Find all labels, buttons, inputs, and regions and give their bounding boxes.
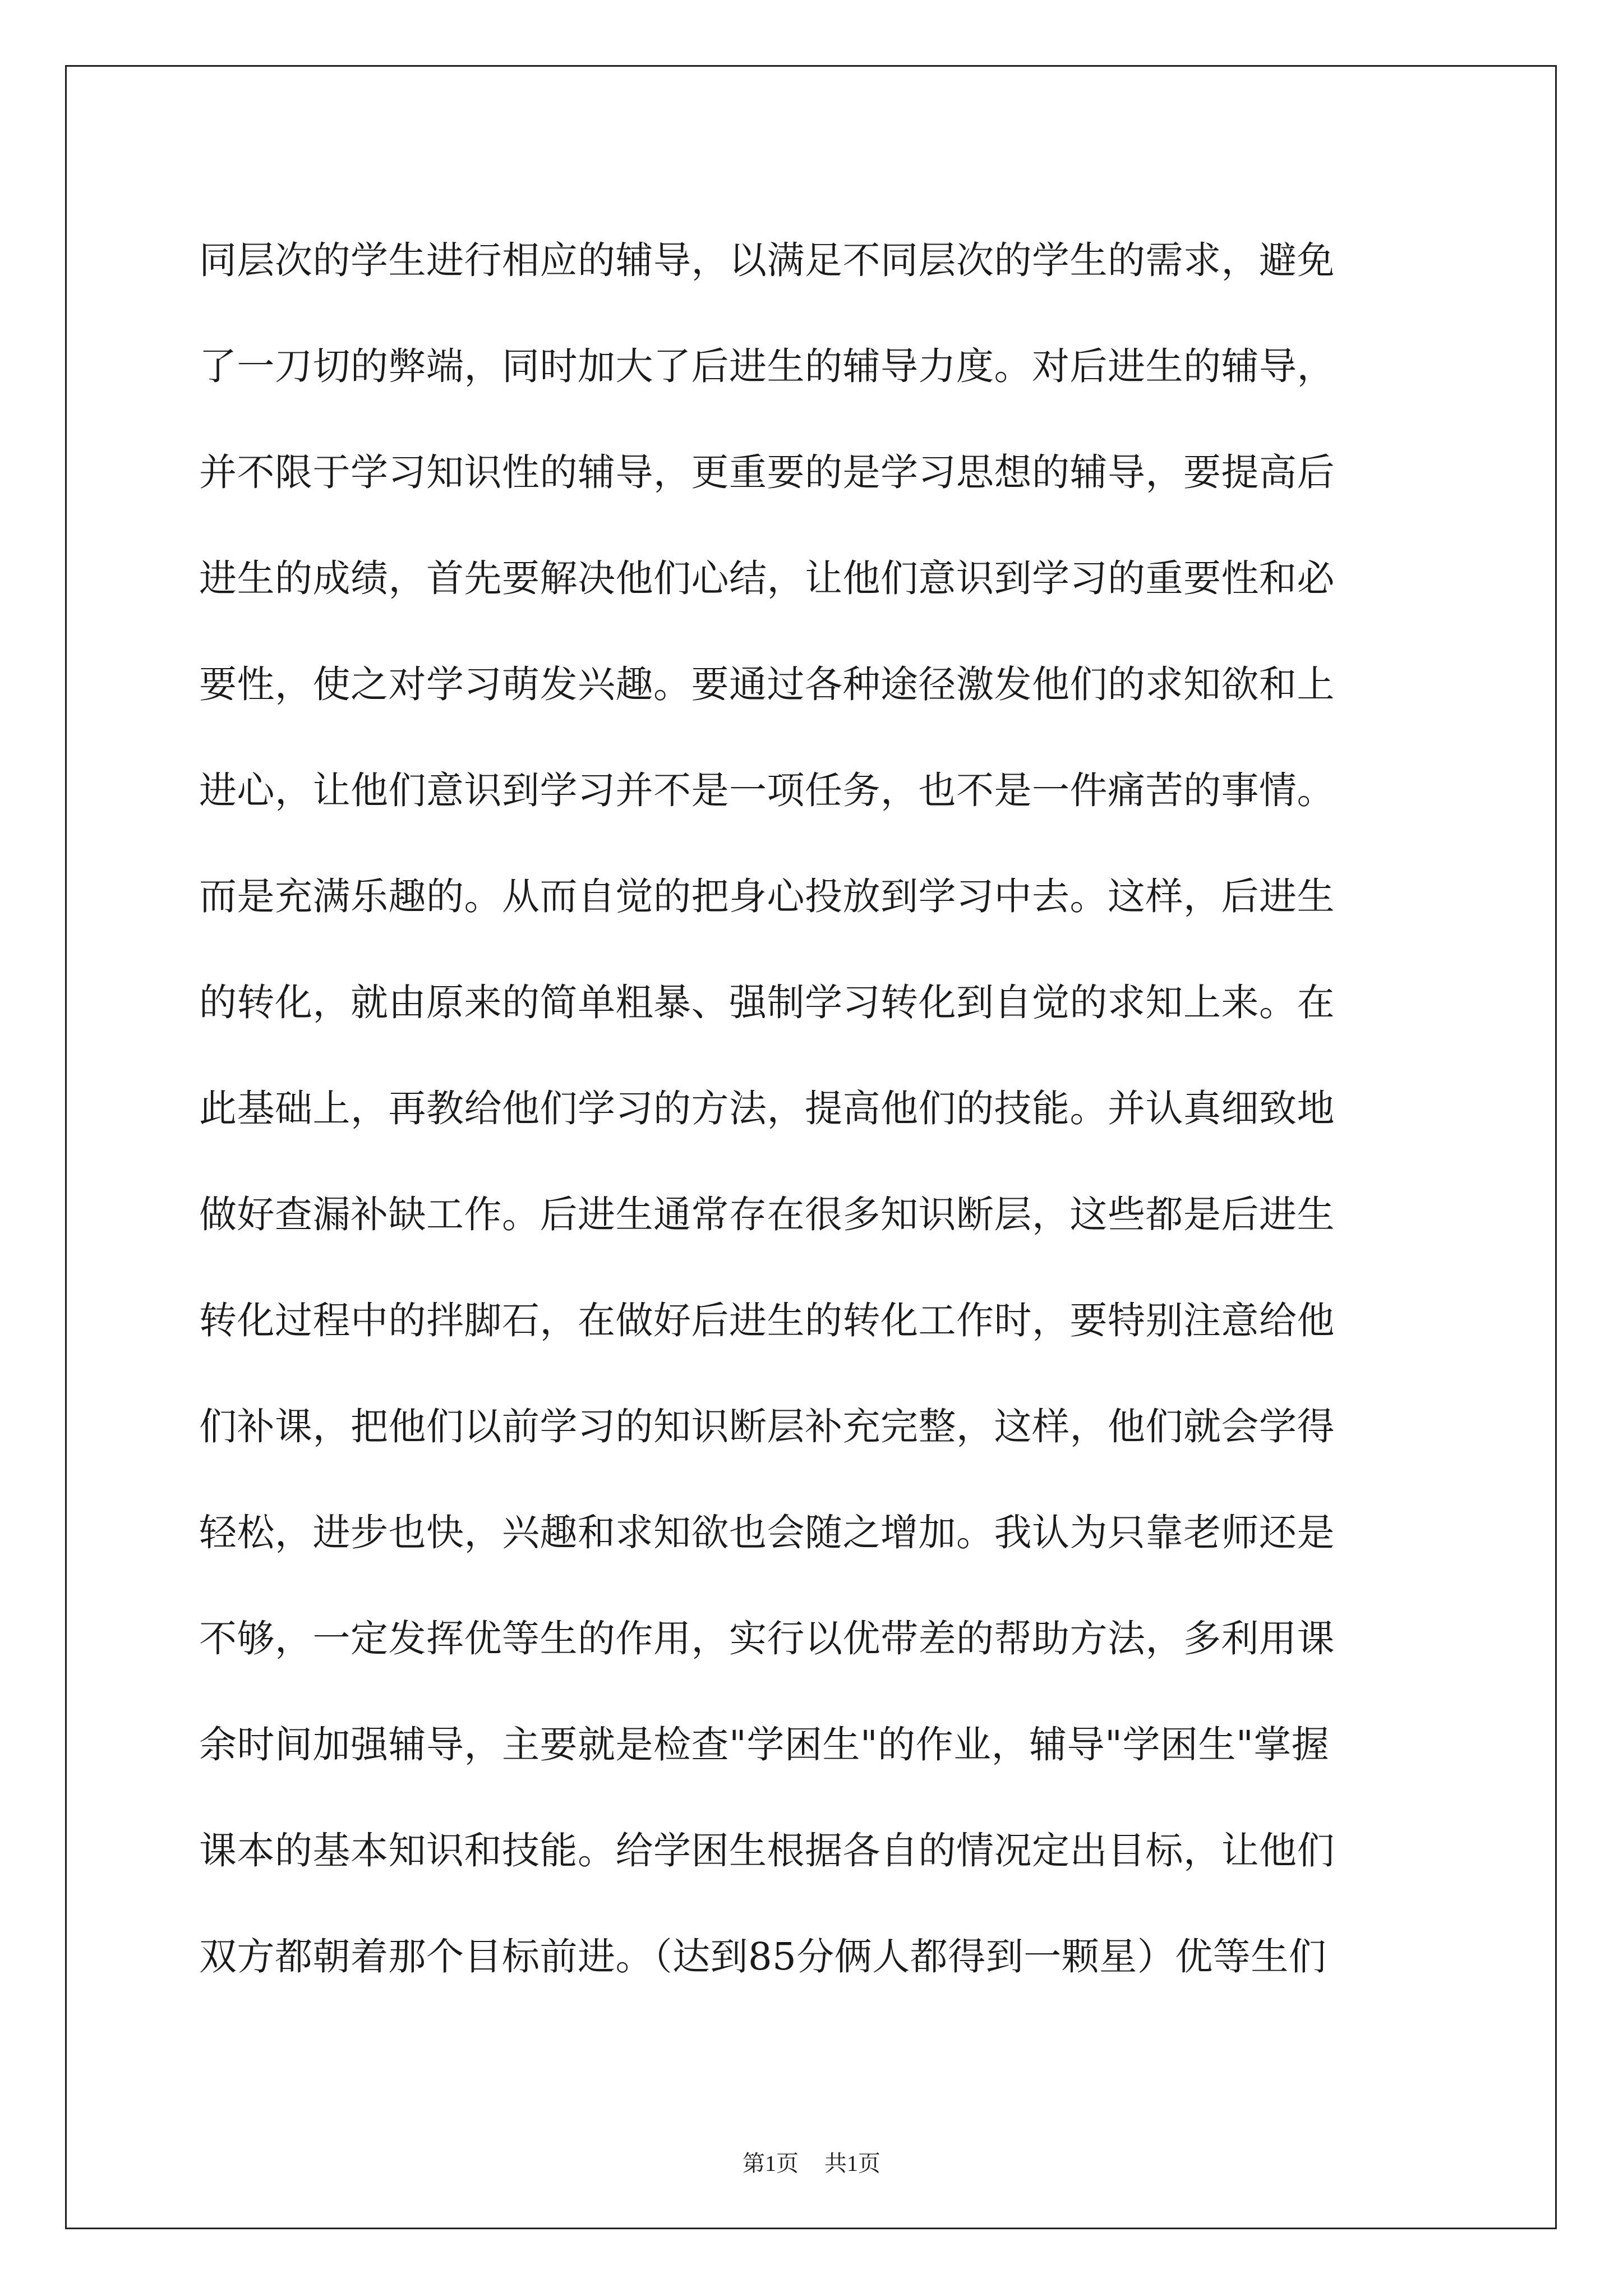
text-line: 了一刀切的弊端，同时加大了后进生的辅导力度。对后进生的辅导，	[199, 344, 1335, 388]
text-line: 并不限于学习知识性的辅导，更重要的是学习思想的辅导，要提高后	[199, 450, 1335, 494]
text-line: 双方都朝着那个目标前进。（达到85分俩人都得到一颗星）优等生们	[199, 1935, 1327, 1978]
text-line: 进心，让他们意识到学习并不是一项任务，也不是一件痛苦的事情。	[199, 769, 1335, 812]
text-line: 的转化，就由原来的简单粗暴、强制学习转化到自觉的求知上来。在	[199, 981, 1335, 1024]
total-pages: 共1页	[824, 2151, 880, 2176]
text-line: 余时间加强辅导，主要就是检查"学困生"的作业，辅导"学困生"掌握	[199, 1723, 1330, 1766]
text-line: 课本的基本知识和技能。给学困生根据各自的情况定出目标，让他们	[199, 1829, 1335, 1872]
text-line: 此基础上，再教给他们学习的方法，提高他们的技能。并认真细致地	[199, 1087, 1335, 1130]
text-line: 转化过程中的拌脚石，在做好后进生的转化工作时，要特别注意给他	[199, 1299, 1335, 1342]
text-line: 要性，使之对学习萌发兴趣。要通过各种途径激发他们的求知欲和上	[199, 662, 1335, 706]
text-line: 而是充满乐趣的。从而自觉的把身心投放到学习中去。这样，后进生	[199, 875, 1335, 918]
page-footer	[0, 2146, 1623, 2178]
document-body	[199, 208, 1433, 2010]
text-line: 同层次的学生进行相应的辅导，以满足不同层次的学生的需求，避免	[199, 238, 1335, 282]
text-line: 做好查漏补缺工作。后进生通常存在很多知识断层，这些都是后进生	[199, 1193, 1335, 1236]
text-line: 轻松，进步也快，兴趣和求知欲也会随之增加。我认为只靠老师还是	[199, 1511, 1335, 1554]
text-line: 进生的成绩，首先要解决他们心结，让他们意识到学习的重要性和必	[199, 556, 1335, 600]
text-line: 不够，一定发挥优等生的作用，实行以优带差的帮助方法，多利用课	[199, 1617, 1335, 1660]
text-line: 们补课，把他们以前学习的知识断层补充完整，这样，他们就会学得	[199, 1405, 1335, 1448]
page-number: 第1页	[743, 2151, 799, 2176]
